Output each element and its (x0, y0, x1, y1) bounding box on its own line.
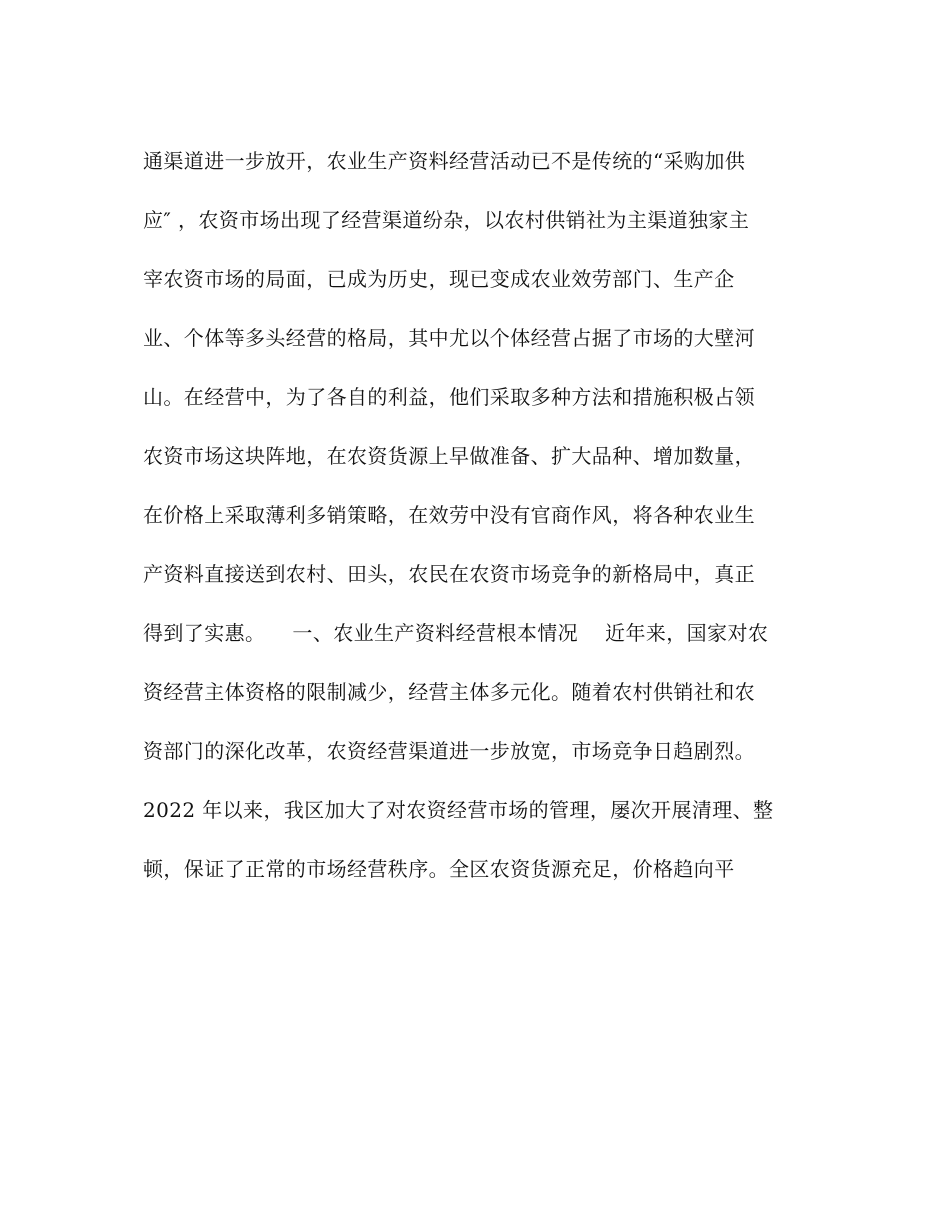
text-line: 得到了实惠。 一、农业生产资料经营根本情况 近年来，国家对农 (143, 621, 769, 645)
text-line: 应″ ，农资市场出现了经营渠道纷杂，以农村供销社为主渠道独家主 (143, 208, 750, 232)
text-line: 产资料直接送到农村、田头，农民在农资市场竞争的新格局中，真正 (143, 562, 755, 586)
text-line: 顿，保证了正常的市场经营秩序。全区农资货源充足，价格趋向平 (143, 857, 735, 881)
text-line: 资经营主体资格的限制减少，经营主体多元化。随着农村供销社和农 (143, 680, 755, 704)
text-line: 资部门的深化改革，农资经营渠道进一步放宽，市场竞争日趋剧烈。 (143, 739, 755, 763)
text-line: 业、个体等多头经营的格局，其中尤以个体经营占据了市场的大壁河 (143, 326, 755, 350)
text-line: 山。在经营中，为了各自的利益，他们采取多种方法和措施积极占领 (143, 385, 755, 409)
text-line: 农资市场这块阵地，在农资货源上早做准备、扩大品种、增加数量， (143, 444, 755, 468)
text-line: 在价格上采取薄利多销策略，在效劳中没有官商作风，将各种农业生 (143, 503, 755, 527)
text-line: 通渠道进一步放开，农业生产资料经营活动已不是传统的“采购加供 (143, 149, 746, 173)
text-line: 2022 年以来，我区加大了对农资经营市场的管理，屡次开展清理、整 (143, 798, 774, 822)
body-text (143, 132, 823, 899)
text-line: 宰农资市场的局面，已成为历史，现已变成农业效劳部门、生产企 (143, 267, 735, 291)
